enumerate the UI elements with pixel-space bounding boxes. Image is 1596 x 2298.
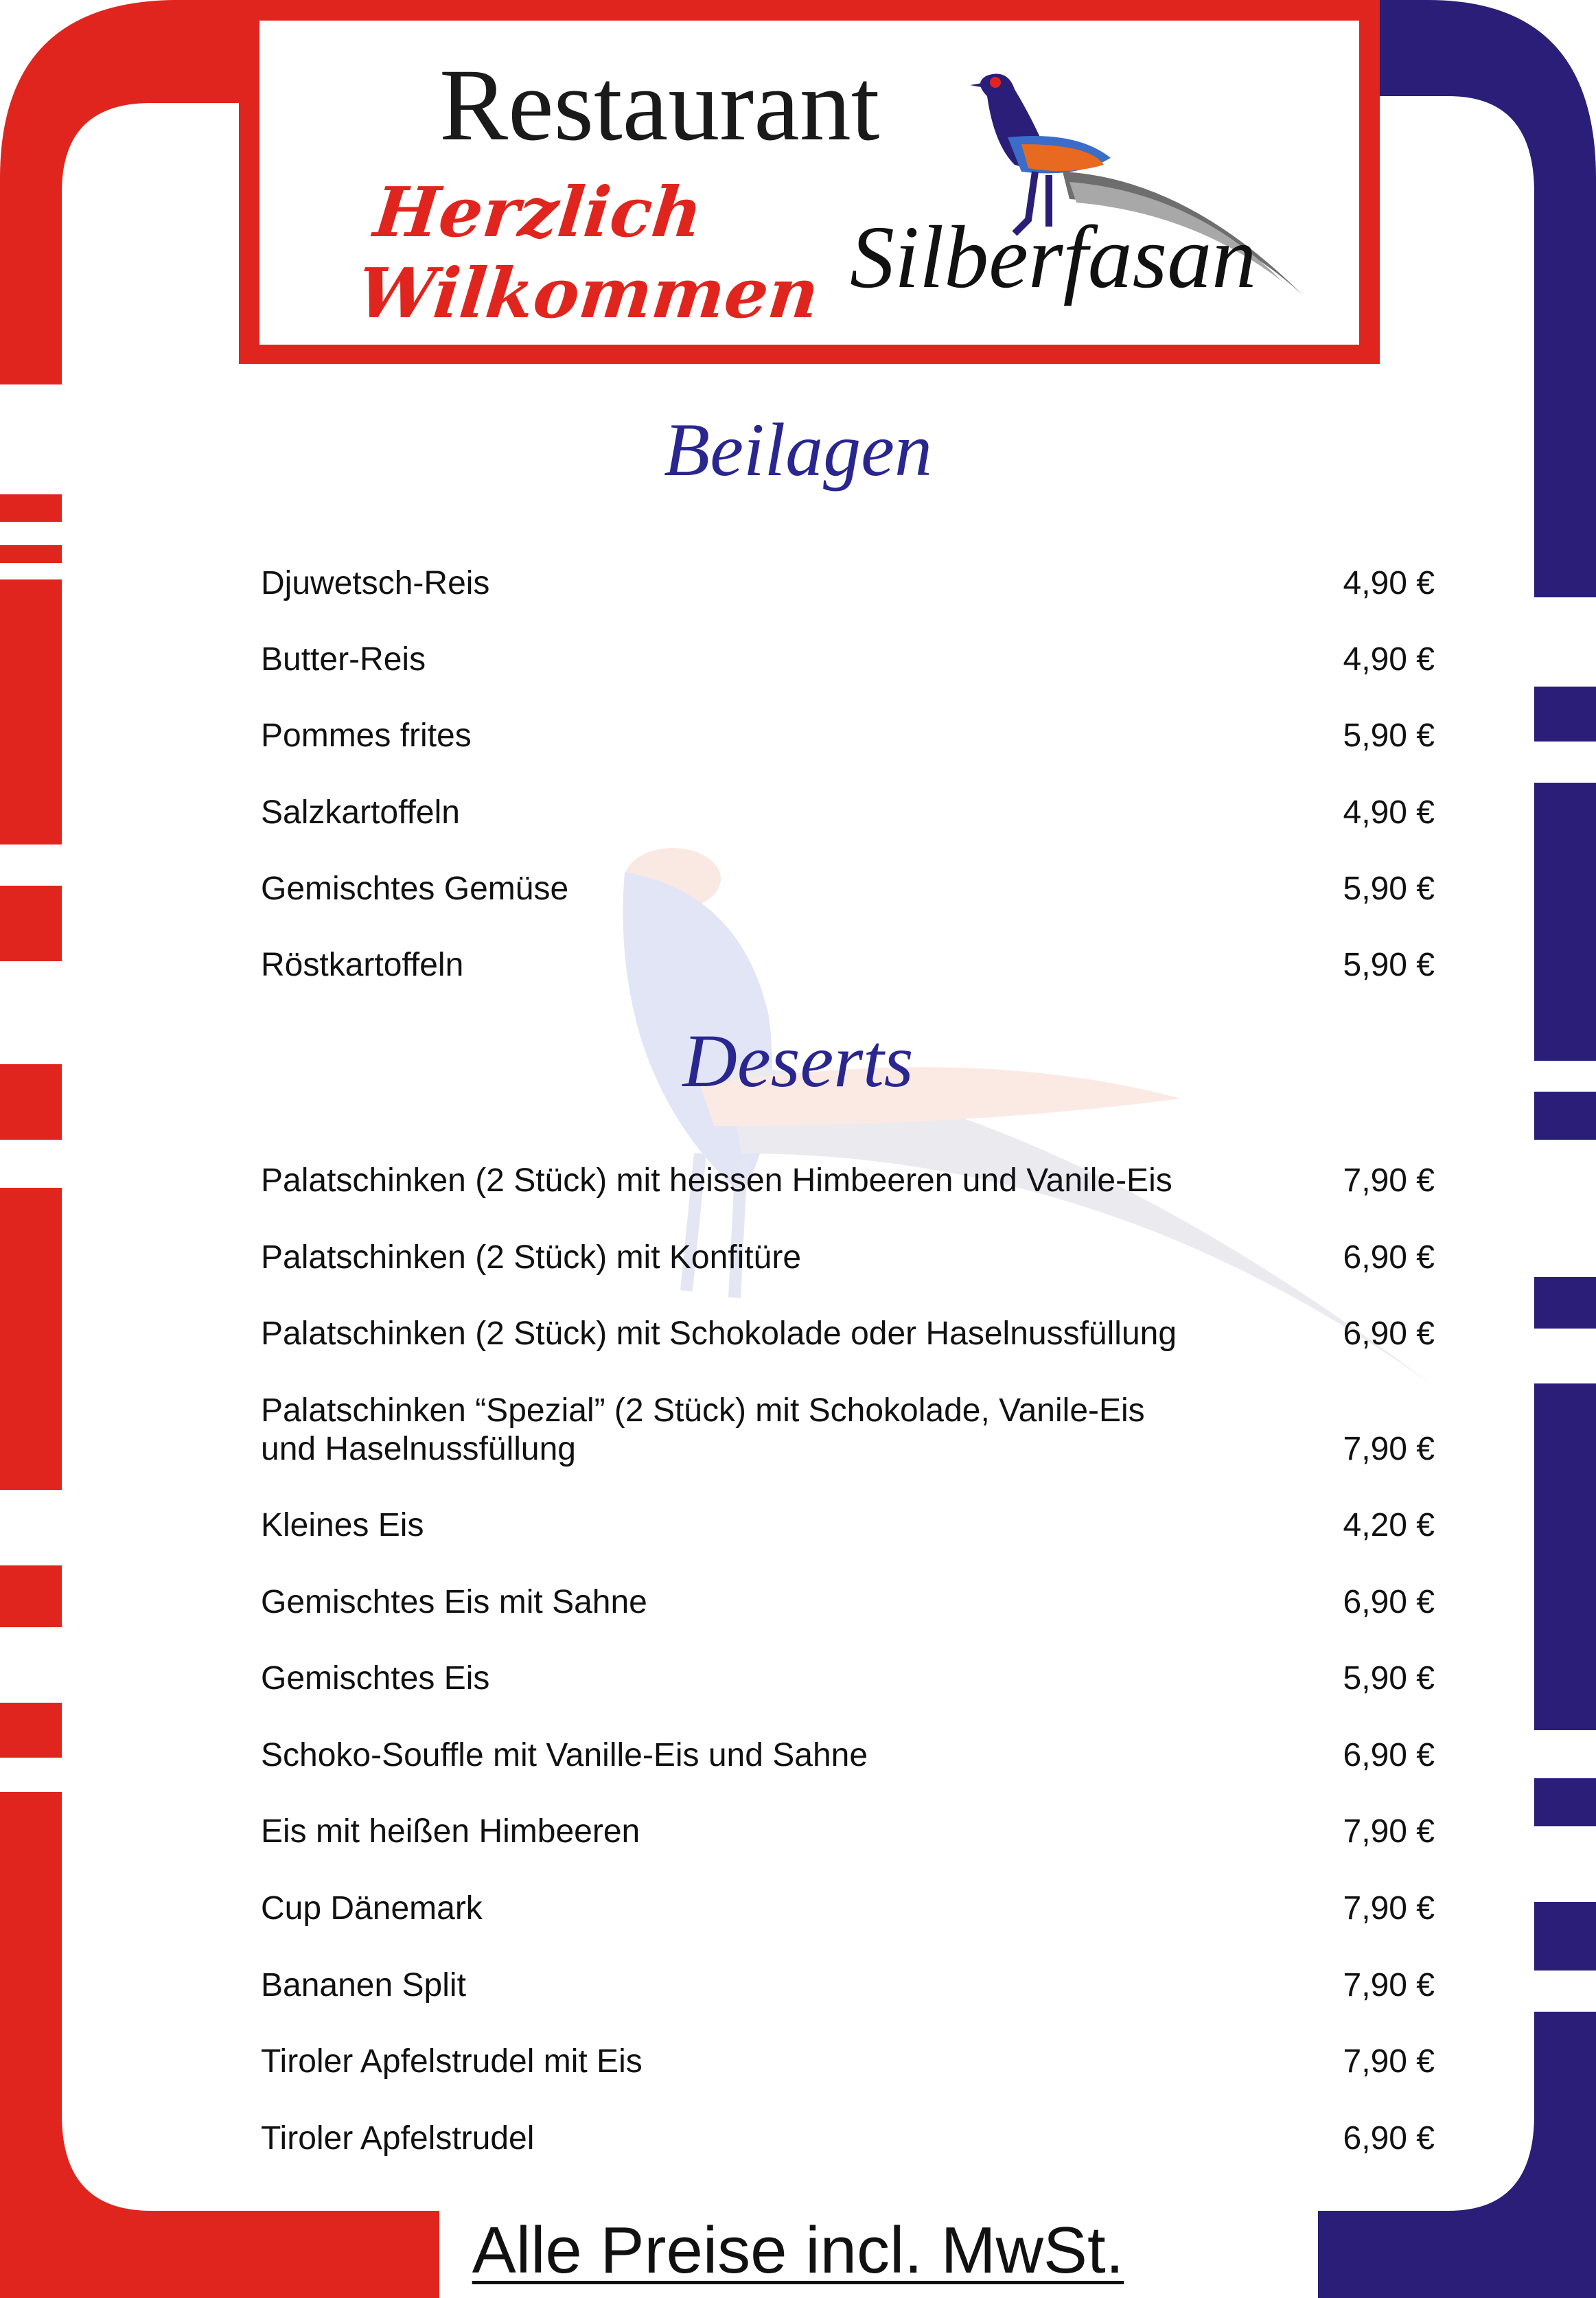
item-name: Gemischtes Eis bbox=[261, 1660, 490, 1697]
item-price: 4,90 € bbox=[1343, 641, 1435, 678]
item-name: Bananen Split bbox=[261, 1967, 466, 2003]
item-name: Palatschinken (2 Stück) mit Konfitüre bbox=[261, 1239, 802, 1276]
header-box bbox=[239, 0, 1380, 364]
item-price: 6,90 € bbox=[1343, 1315, 1435, 1352]
item-name: Eis mit heißen Himbeeren bbox=[261, 1813, 640, 1850]
item-name: Salzkartoffeln bbox=[261, 794, 460, 831]
item-name: Tiroler Apfelstrudel mit Eis bbox=[261, 2043, 643, 2080]
item-name: Gemischtes Eis mit Sahne bbox=[261, 1584, 647, 1620]
item-name: Pommes frites bbox=[261, 717, 472, 754]
item-name: Tiroler Apfelstrudel bbox=[261, 2120, 535, 2157]
item-price: 5,90 € bbox=[1343, 871, 1435, 907]
item-price: 6,90 € bbox=[1343, 1584, 1435, 1620]
item-name: Djuwetsch-Reis bbox=[261, 565, 490, 601]
item-name: Palatschinken “Spezial” (2 Stück) mit Schokolade, Vanile-Eis bbox=[261, 1392, 1145, 1429]
pheasant-watermark-icon bbox=[563, 838, 1469, 1456]
item-name: Schoko-Souffle mit Vanille-Eis und Sahne bbox=[261, 1737, 868, 1773]
welcome-text bbox=[354, 172, 823, 334]
item-name: Palatschinken (2 Stück) mit Schokolade oder Haselnussfüllung bbox=[261, 1315, 1177, 1352]
brand-name: Silberfasan bbox=[850, 208, 1257, 307]
item-price: 5,90 € bbox=[1343, 1660, 1435, 1697]
item-price: 7,90 € bbox=[1343, 1967, 1435, 2003]
welcome-line-2: Wilkommen bbox=[354, 253, 823, 334]
item-name: Butter-Reis bbox=[261, 641, 426, 678]
item-name: Palatschinken (2 Stück) mit heissen Himbeeren und Vanile-Eis bbox=[261, 1162, 1172, 1199]
item-name: Röstkartoffeln bbox=[261, 947, 464, 983]
item-name: Kleines Eis bbox=[261, 1507, 424, 1543]
section-title-deserts: Deserts bbox=[682, 1019, 914, 1103]
welcome-line-1: Herzlich bbox=[370, 172, 706, 253]
item-price: 7,90 € bbox=[1343, 1431, 1435, 1467]
item-price: 7,90 € bbox=[1343, 2043, 1435, 2080]
item-name-line-2: und Haselnussfüllung bbox=[261, 1431, 576, 1467]
item-price: 6,90 € bbox=[1343, 1239, 1435, 1276]
item-price: 4,20 € bbox=[1343, 1507, 1435, 1543]
item-price: 7,90 € bbox=[1343, 1813, 1435, 1850]
item-name: Cup Dänemark bbox=[261, 1890, 483, 1927]
item-price: 5,90 € bbox=[1343, 717, 1435, 754]
item-price: 7,90 € bbox=[1343, 1162, 1435, 1199]
item-price: 6,90 € bbox=[1343, 1737, 1435, 1773]
item-price: 4,90 € bbox=[1343, 794, 1435, 831]
item-price: 5,90 € bbox=[1343, 947, 1435, 983]
item-price: 6,90 € bbox=[1343, 2120, 1435, 2157]
footer-price-note: Alle Preise incl. MwSt. bbox=[472, 2214, 1124, 2287]
item-name: Gemischtes Gemüse bbox=[261, 871, 569, 907]
header-inner bbox=[259, 21, 1359, 345]
item-price: 4,90 € bbox=[1343, 565, 1435, 601]
section-title-beilagen: Beilagen bbox=[664, 408, 932, 492]
restaurant-label: Restaurant bbox=[439, 48, 880, 162]
item-price: 7,90 € bbox=[1343, 1890, 1435, 1927]
